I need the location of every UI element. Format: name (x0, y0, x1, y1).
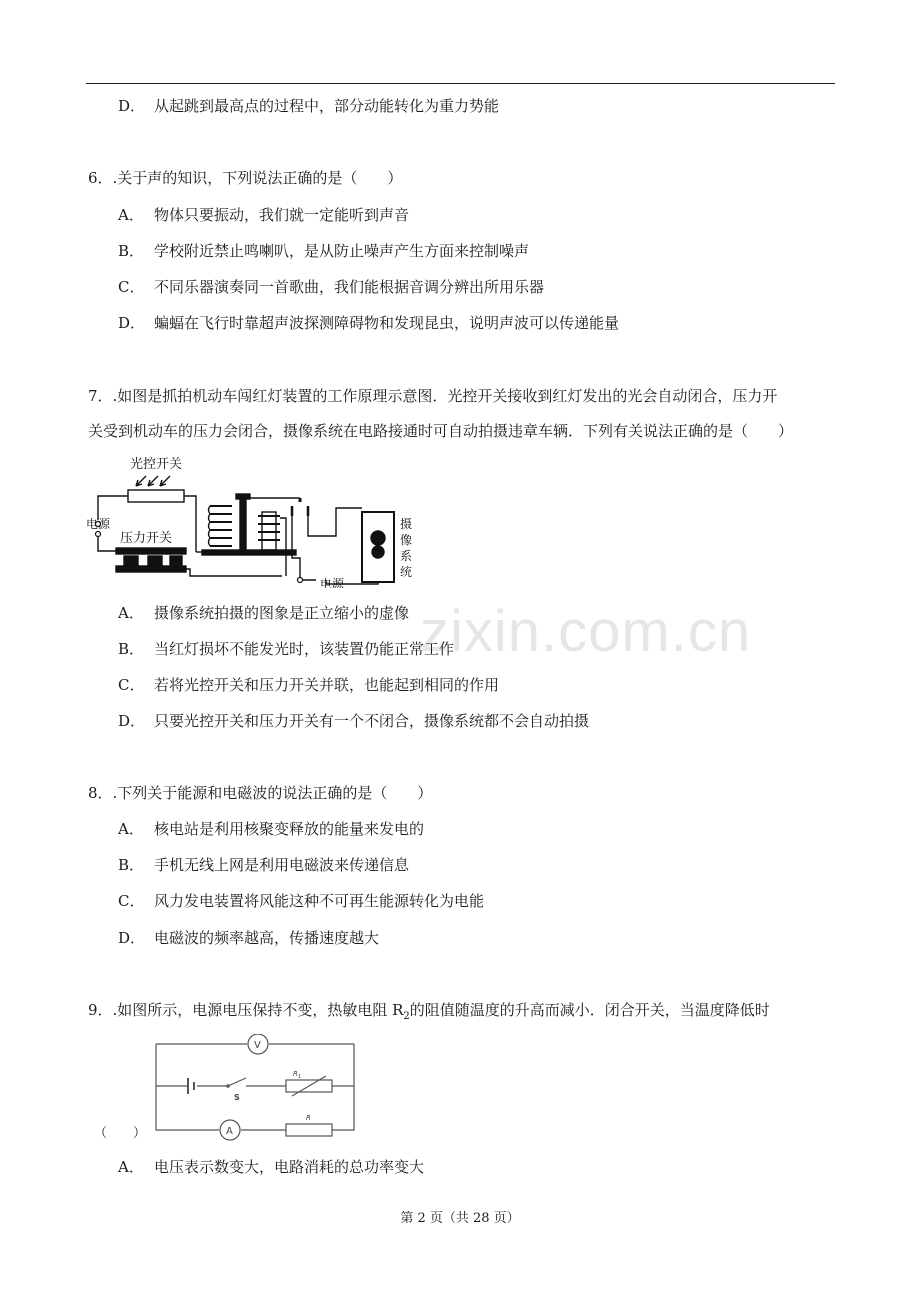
q8-option-a: A． 核电站是利用核聚变释放的能量来发电的 (118, 820, 425, 838)
q7-option-b: B． 当红灯损坏不能发光时，该装置仍能正常工作 (118, 640, 455, 658)
ammeter-label: A (226, 1126, 233, 1137)
page-footer: 第 2 页（共 28 页） (400, 1211, 520, 1226)
q6-option-d: D． 蝙蝠在飞行时靠超声波探测障碍物和发现昆虫，说明声波可以传递能量 (118, 314, 620, 332)
camera-label-2: 像 (400, 533, 413, 547)
q8-stem: 8．.下列关于能源和电磁波的说法正确的是（ ） (88, 784, 433, 802)
q7-option-c: C． 若将光控开关和压力开关并联，也能起到相同的作用 (118, 676, 500, 694)
red-light-camera-diagram (86, 448, 426, 588)
q9-stem: 9．.如图所示，电源电压保持不变，热敏电阻 $R_2$的阻值随温度的升高而减小．闭合开关，当温度降低时 (88, 1001, 770, 1022)
q7-option-d: D． 只要光控开关和压力开关有一个不闭合，摄像系统都不会自动拍摄 (118, 712, 590, 730)
r1-label: $R_1$ (293, 1070, 302, 1080)
q8-option-c: C． 风力发电装置将风能这种不可再生能源转化为电能 (118, 892, 485, 910)
q7-stem-line1: 7．.如图是抓拍机动车闯红灯装置的工作原理示意图．光控开关接收到红灯发出的光会自动闭合，压力开 (88, 387, 778, 405)
q8-option-b: B． 手机无线上网是利用电磁波来传递信息 (118, 856, 410, 874)
voltmeter-label: V (254, 1040, 261, 1051)
thermistor-circuit-diagram (150, 1034, 360, 1144)
camera-label-1: 摄 (400, 517, 413, 531)
light-switch-label: 光控开关 (130, 457, 183, 472)
q9-option-a: A． 电压表示数变大，电路消耗的总功率变大 (118, 1158, 425, 1176)
q7-option-a: A． 摄像系统拍摄的图象是正立缩小的虚像 (118, 604, 410, 622)
watermark: zixin.com.cn (420, 599, 752, 664)
light-switch-resistor (128, 490, 184, 502)
q6-option-b: B． 学校附近禁止鸣喇叭，是从防止噪声产生方面来控制噪声 (118, 242, 530, 260)
pressure-switch-label: 压力开关 (120, 531, 173, 546)
q9-answer-bracket: （ ） (94, 1126, 147, 1141)
camera-label-3: 系 (400, 549, 413, 563)
header-rule (86, 83, 835, 84)
q7-stem-line2: 关受到机动车的压力会闭合，摄像系统在电路接通时可自动拍摄违章车辆．下列有关说法正确的是（ ） (88, 422, 794, 440)
switch-label: S (234, 1093, 240, 1102)
q6-stem: 6．.关于声的知识，下列说法正确的是（ ） (88, 169, 403, 187)
q6-option-a: A． 物体只要振动，我们就一定能听到声音 (118, 206, 410, 224)
camera-label-4: 统 (400, 565, 413, 579)
q5-option-d: D． 从起跳到最高点的过程中，部分动能转化为重力势能 (118, 97, 500, 115)
power-bottom-label: 电源 (320, 577, 345, 588)
r-label: R (306, 1114, 311, 1122)
q6-option-c: C． 不同乐器演奏同一首歌曲，我们能根据音调分辨出所用乐器 (118, 278, 545, 296)
resistor-r-symbol (286, 1124, 332, 1136)
q8-option-d: D． 电磁波的频率越高，传播速度越大 (118, 929, 380, 947)
power-left-label: 电源 (86, 517, 111, 531)
